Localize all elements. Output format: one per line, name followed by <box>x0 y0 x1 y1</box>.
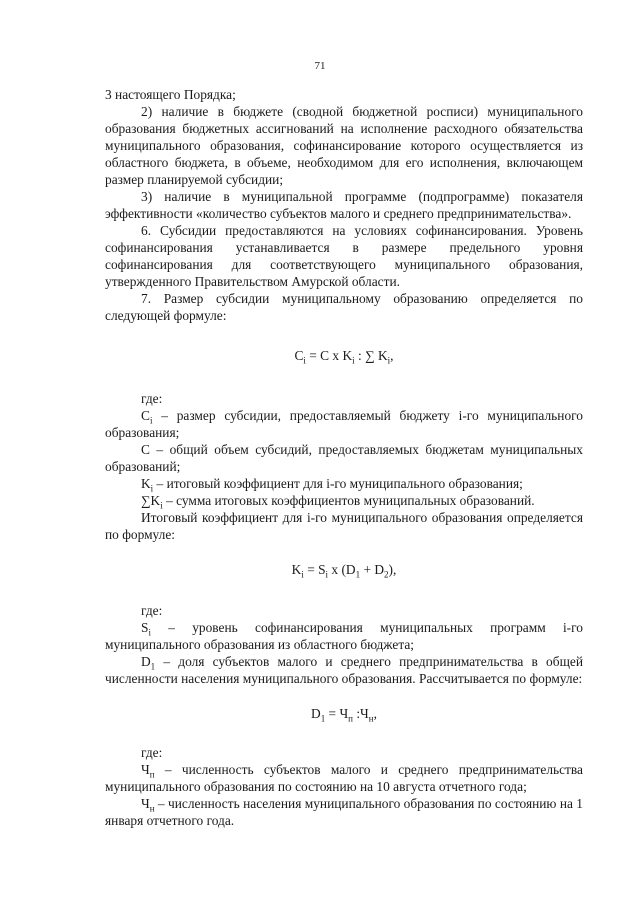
def-symbol: C <box>141 408 150 423</box>
formula-symbol: C <box>294 348 304 363</box>
paragraph-condition-3: 3) наличие в муниципальной программе (подпрограмме) показателя эффективности «количество субъектов малого и среднего предпринимательства». <box>105 189 583 221</box>
definition-chp <box>105 761 583 795</box>
def-subscript: i <box>148 627 151 638</box>
where-label: где: <box>141 603 163 618</box>
def-text: – численность субъектов малого и среднего предпринимательства муниципального образования по состоянию на 10 августа отчетного года; <box>105 762 583 794</box>
formula-text: : ∑ K <box>354 348 388 363</box>
formula-share <box>105 705 583 722</box>
definition-c: C – общий объем субсидий, предоставляемых бюджетам муниципальных образований; <box>105 442 583 474</box>
formula-subscript: i <box>387 355 391 366</box>
def-text: – доля субъектов малого и среднего предпринимательства в общей численности населения муниципального образования. Рассчитывается по формуле: <box>105 654 583 686</box>
formula-text: x (D <box>328 562 356 577</box>
def-subscript: i <box>149 415 153 426</box>
def-symbol: K <box>141 476 151 491</box>
definition-si <box>105 619 583 653</box>
def-symbol: D <box>141 654 151 669</box>
def-symbol: Ч <box>141 796 150 811</box>
formula-symbol: D <box>311 706 321 721</box>
formula-text: = Ч <box>325 706 349 721</box>
paragraph-item-6: 6. Субсидии предоставляются на условиях софинансирования. Уровень софинансирования устанавливается в размере предельного уровня софинансирования для соответствующего муниципального образования, утвержденного Правительством Амурской области. <box>105 223 583 289</box>
formula-subscript: н <box>368 713 374 724</box>
formula-coefficient <box>105 561 583 578</box>
def-subscript: i <box>160 500 163 511</box>
paragraph-condition-2: 2) наличие в бюджете (сводной бюджетной росписи) муниципального образования бюджетных ассигнований на исполнение расходного обязательства муниципального образования, софинансирование которого осуществляется из областного бюджета, в объеме, необходимом для его исполнения, включающем размер планируемой субсидии; <box>105 104 583 187</box>
def-text: – уровень софинансирования муниципальных программ i-го муниципального образования из областного бюджета; <box>105 620 583 652</box>
def-text: – сумма итоговых коэффициентов муниципальных образований. <box>162 493 535 508</box>
def-symbol: Ч <box>141 762 150 777</box>
page-number: 71 <box>314 60 326 72</box>
def-subscript: н <box>149 803 155 814</box>
formula-text: = S <box>303 562 326 577</box>
def-symbol: ∑K <box>141 493 161 508</box>
definition-ki <box>105 475 583 492</box>
paragraph-continuation: 3 настоящего Порядка; <box>105 87 236 102</box>
formula-text: , <box>373 706 377 721</box>
paragraph-item-7: 7. Размер субсидии муниципальному образованию определяется по следующей формуле: <box>105 291 583 323</box>
formula-subsidy <box>105 347 583 364</box>
def-subscript: 1 <box>150 661 156 672</box>
paragraph-coefficient: Итоговый коэффициент для i-го муниципального образования определяется по формуле: <box>105 510 583 542</box>
definition-sum-ki <box>105 492 583 509</box>
formula-subscript: i <box>303 355 306 366</box>
formula-subscript: п <box>348 713 353 724</box>
def-text: – размер субсидии, предоставляемый бюджету i-го муниципального образования; <box>105 408 583 440</box>
formula-text: = C x K <box>305 348 353 363</box>
formula-text: :Ч <box>352 706 369 721</box>
formula-subscript: i <box>325 569 329 580</box>
def-text: – численность населения муниципального образования по состоянию на 1 января отчетного года. <box>105 796 583 828</box>
formula-subscript: i <box>352 355 355 366</box>
where-label: где: <box>141 745 163 760</box>
formula-subscript: 1 <box>355 569 361 580</box>
def-subscript: i <box>150 483 154 494</box>
formula-text: , <box>390 348 394 363</box>
formula-symbol: K <box>291 562 302 577</box>
def-subscript: п <box>149 769 155 780</box>
formula-subscript: 1 <box>320 713 326 724</box>
def-text: – итоговый коэффициент для i-го муниципального образования; <box>153 476 523 491</box>
formula-subscript: 2 <box>384 569 389 580</box>
formula-text: + D <box>360 562 385 577</box>
formula-text: ), <box>388 562 397 577</box>
where-label: где: <box>141 391 163 406</box>
formula-subscript: i <box>301 569 304 580</box>
definition-ci <box>105 407 583 441</box>
document-body <box>105 86 583 829</box>
definition-d1 <box>105 653 583 687</box>
def-symbol: S <box>141 620 149 635</box>
definition-chn <box>105 795 583 829</box>
